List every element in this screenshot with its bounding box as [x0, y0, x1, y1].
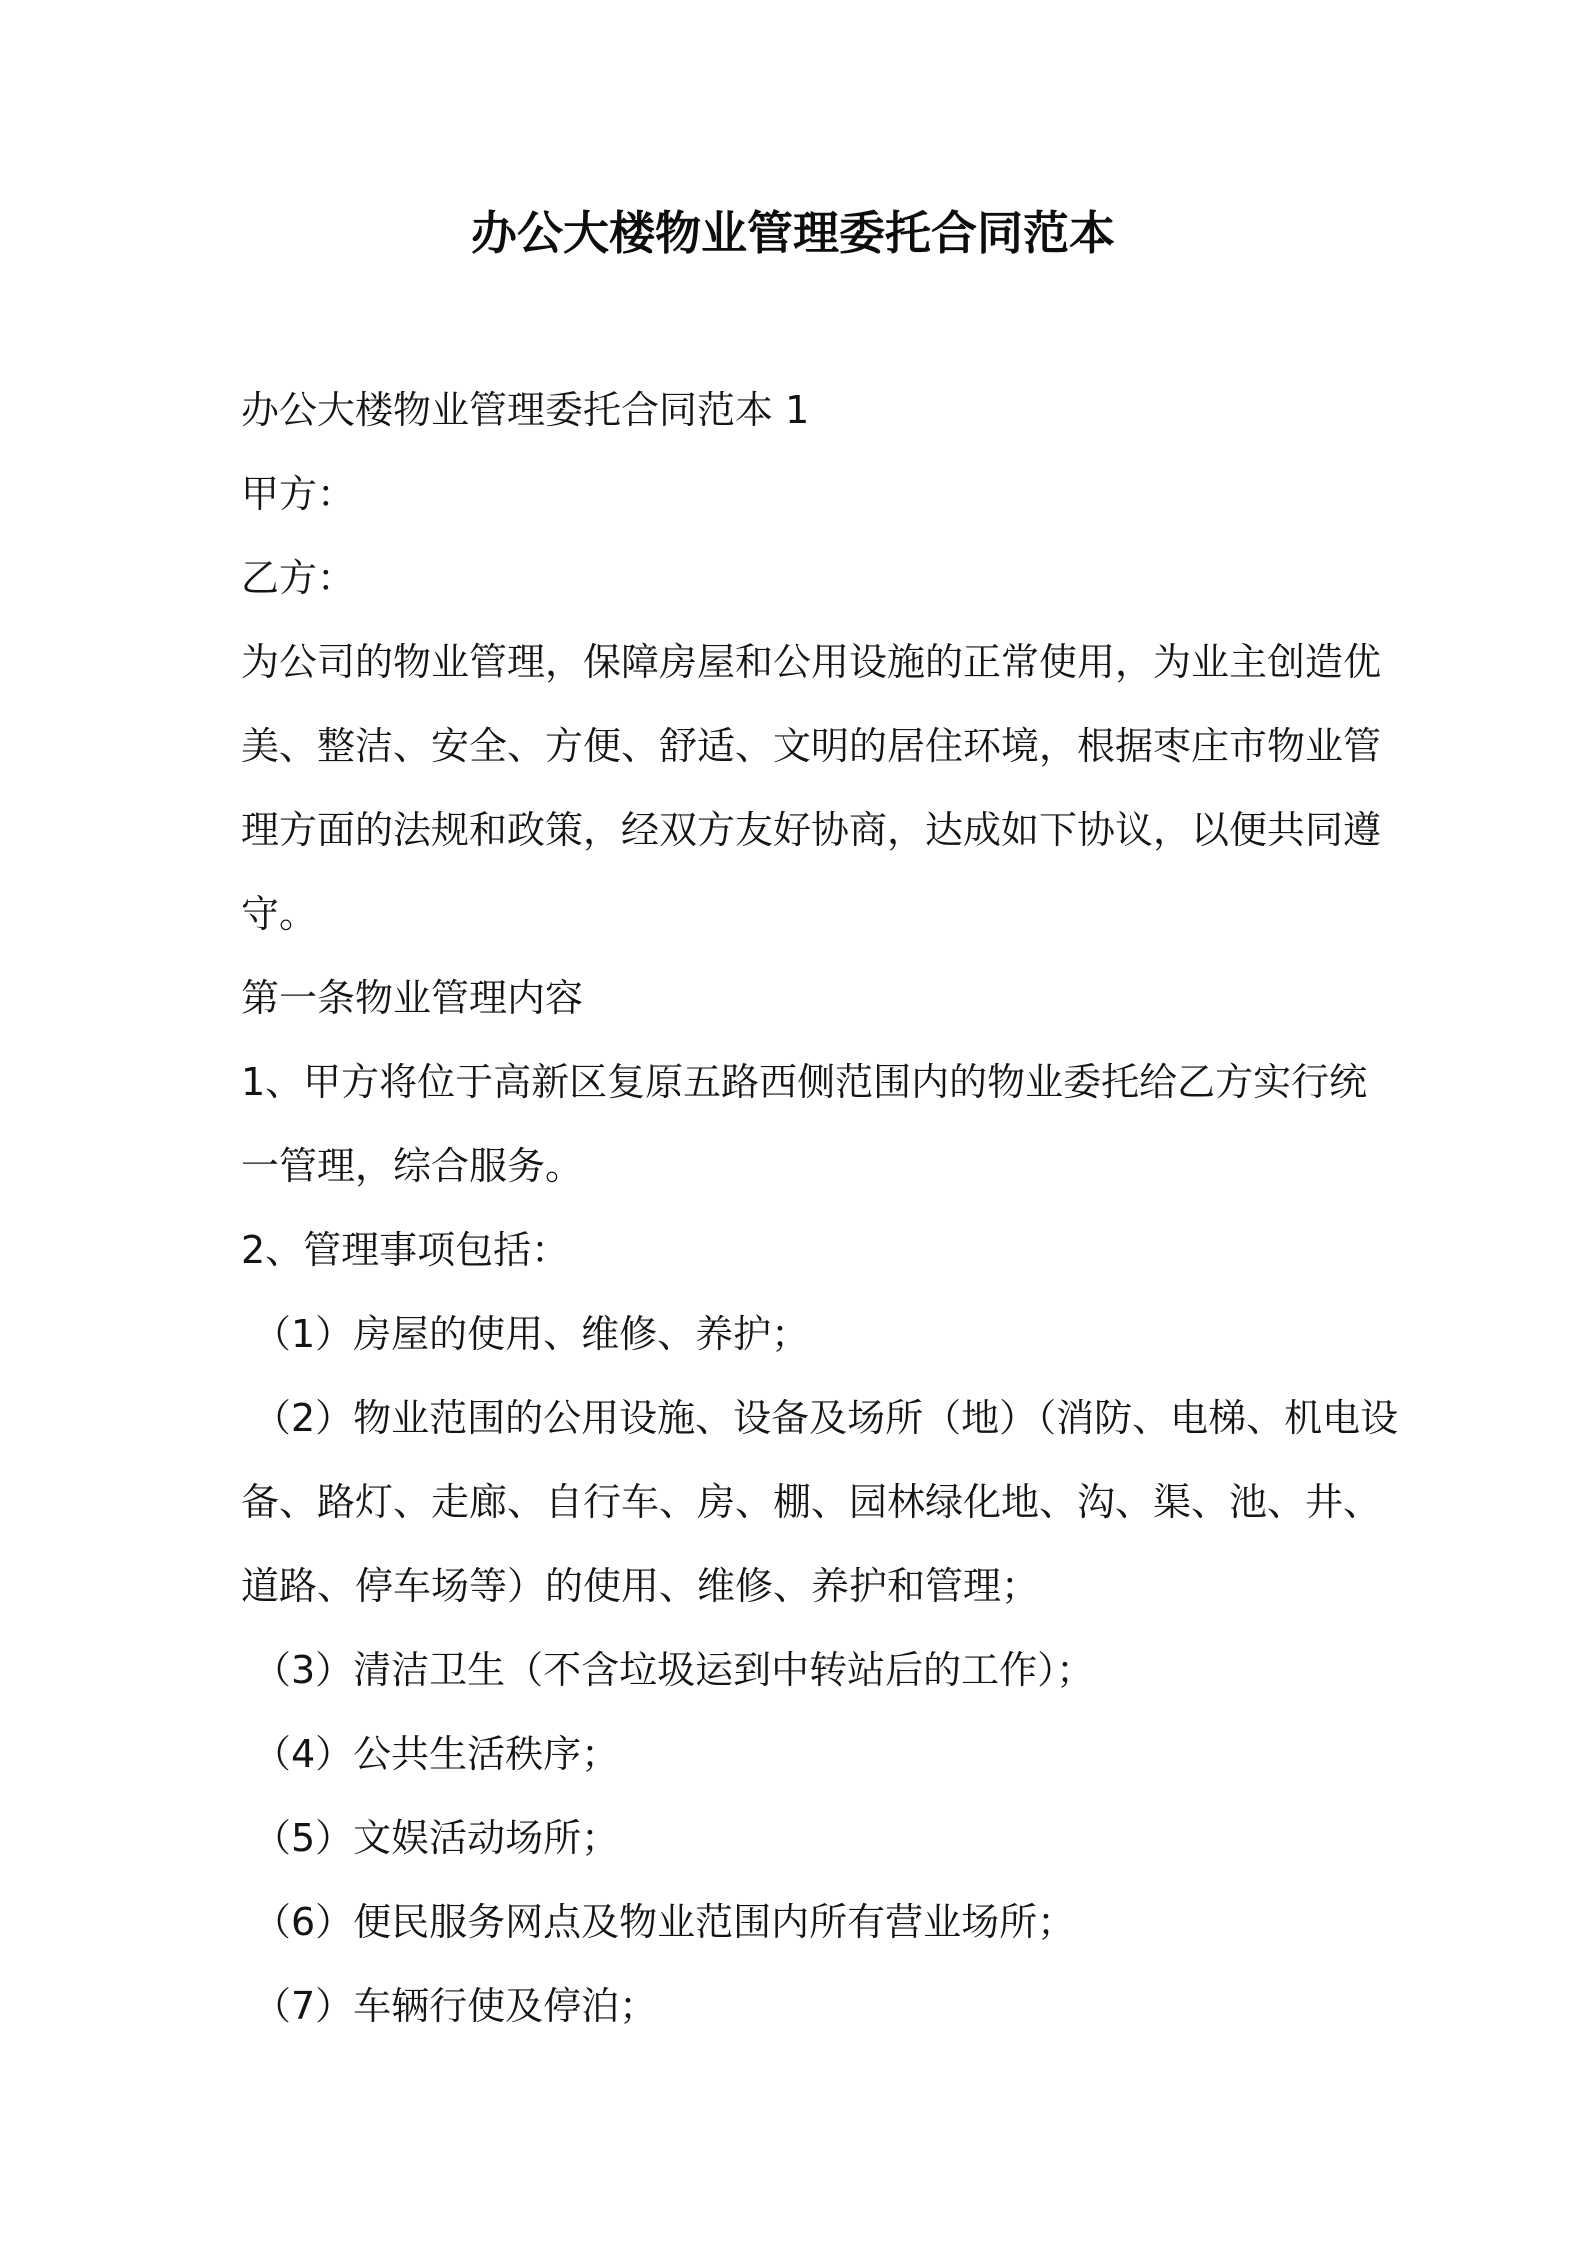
list-item: （4）公共生活秩序；	[253, 1732, 620, 1776]
clause-line: 1、甲方将位于高新区复原五路西侧范围内的物业委托给乙方实行统	[241, 1060, 1368, 1104]
party-b-line: 乙方：	[241, 556, 356, 600]
clause-line: 一管理，综合服务。	[241, 1144, 584, 1188]
document-title: 办公大楼物业管理委托合同范本	[471, 206, 1115, 260]
list-item: （1）房屋的使用、维修、养护；	[253, 1312, 810, 1356]
preamble-line: 为公司的物业管理，保障房屋和公用设施的正常使用，为业主创造优	[241, 640, 1382, 684]
party-a-line: 甲方：	[241, 472, 356, 516]
list-item: （7）车辆行使及停泊；	[253, 1984, 658, 2028]
list-item: （5）文娱活动场所；	[253, 1816, 620, 1860]
list-item: （2）物业范围的公用设施、设备及场所（地）（消防、电梯、机电设	[253, 1396, 1399, 1440]
document-body	[241, 368, 1399, 2048]
list-item-continuation: 备、路灯、走廊、自行车、房、棚、园林绿化地、沟、渠、池、井、	[241, 1480, 1382, 1524]
preamble-line: 理方面的法规和政策，经双方友好协商，达成如下协议，以便共同遵	[241, 808, 1382, 852]
list-item-continuation: 道路、停车场等）的使用、维修、养护和管理；	[241, 1564, 1040, 1608]
preamble-line: 美、整洁、安全、方便、舒适、文明的居住环境，根据枣庄市物业管	[241, 724, 1382, 768]
article-heading: 第一条物业管理内容	[241, 976, 584, 1020]
list-item: （6）便民服务网点及物业范围内所有营业场所；	[253, 1900, 1076, 1944]
list-item: （3）清洁卫生（不含垃圾运到中转站后的工作）；	[253, 1648, 1095, 1692]
preamble-line: 守。	[241, 892, 318, 936]
clause-line: 2、管理事项包括：	[241, 1228, 570, 1272]
section-heading: 办公大楼物业管理委托合同范本 1	[241, 388, 810, 432]
